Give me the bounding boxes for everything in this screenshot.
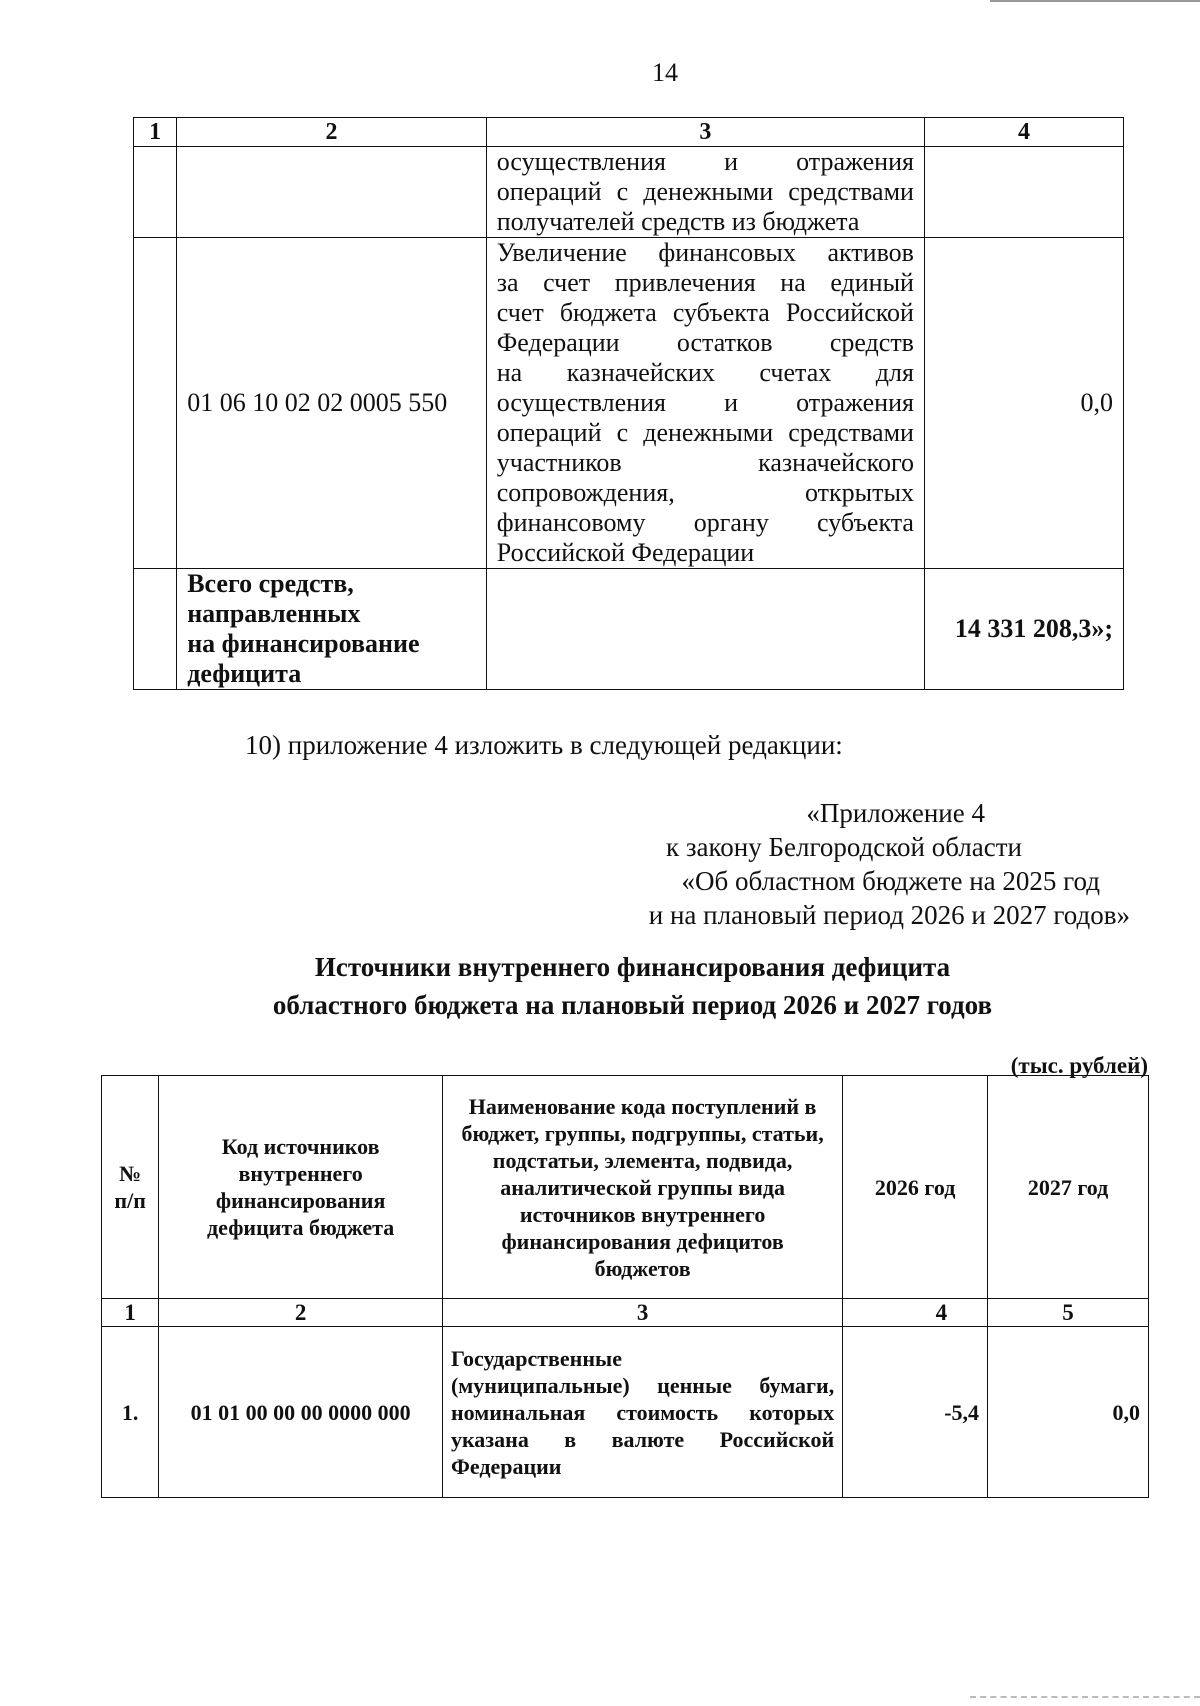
row-number-cell — [134, 147, 177, 238]
name-line: операций с денежными средствами — [496, 418, 914, 447]
name-line: Увеличение финансовых активов — [496, 238, 914, 267]
scan-edge-line-bottom — [970, 1696, 1200, 1698]
header-cell-3: 3 — [486, 118, 924, 147]
name-line: Федерации остатков средств — [496, 328, 914, 357]
total-label-line: Всего средств, — [187, 569, 354, 598]
header-num: № п/п — [102, 1076, 159, 1299]
row-number-cell — [134, 569, 177, 690]
title-line: Источники внутреннего финансирования дефицита — [314, 952, 951, 982]
column-number: 3 — [442, 1299, 842, 1327]
scan-edge-line-top — [990, 0, 1200, 2]
code-cell: 01 06 10 02 02 0005 550 — [177, 238, 487, 569]
table-row — [102, 1327, 1149, 1498]
name-line: осуществления и отражения — [496, 147, 914, 176]
name-cell — [442, 1327, 842, 1498]
code-cell — [177, 147, 487, 238]
total-label-line: дефицита — [187, 659, 302, 688]
name-line: номинальная стоимость которых — [450, 1399, 835, 1425]
column-number: 2 — [159, 1299, 443, 1327]
appendix-line: и на плановый период 2026 и 2027 годов» — [648, 900, 1130, 930]
name-line: Российской Федерации — [496, 538, 755, 567]
table-header-row — [134, 118, 1124, 147]
name-line: участников казначейского — [496, 448, 914, 477]
header-name: Наименование кода поступлений в бюджет, группы, подгруппы, статьи, подстатьи, элемента, подвида, аналитической группы вида источников внутреннего финансирования дефицитов бюджетов — [442, 1076, 842, 1299]
total-value-cell: 14 331 208,3»; — [924, 569, 1123, 690]
total-label-line: направленных — [187, 599, 361, 628]
total-label-cell — [177, 569, 487, 690]
name-line: (муниципальные) ценные бумаги, — [450, 1372, 835, 1398]
name-cell — [486, 147, 924, 238]
name-line: сопровождения, открытых — [496, 478, 914, 507]
header-2026: 2026 год — [843, 1076, 988, 1299]
name-line: Федерации — [450, 1453, 562, 1479]
value-2026-cell: -5,4 — [843, 1327, 988, 1498]
name-cell — [486, 569, 924, 690]
name-line: на казначейских счетах для — [496, 358, 914, 387]
value-cell: 0,0 — [924, 238, 1123, 569]
amendment-paragraph: 10) приложение 4 изложить в следующей редакции: — [245, 730, 843, 760]
table-header-row — [102, 1076, 1149, 1299]
sources-table-continued — [133, 117, 1124, 690]
title-line: областного бюджета на плановый период 2026 и 2027 годов — [272, 990, 993, 1020]
row-number-cell — [134, 238, 177, 569]
header-2027: 2027 год — [988, 1076, 1149, 1299]
document-title — [0, 948, 1200, 1024]
appendix-heading — [649, 796, 1130, 932]
name-cell — [486, 238, 924, 569]
column-number: 1 — [102, 1299, 159, 1327]
table-row — [134, 147, 1124, 238]
appendix-line: к закону Белгородской области — [666, 832, 1022, 862]
header-cell-4: 4 — [924, 118, 1123, 147]
table-row — [134, 238, 1124, 569]
header-code: Код источников внутреннего финансирования дефицита бюджета — [159, 1076, 443, 1299]
sources-table-2026-2027 — [101, 1075, 1149, 1498]
name-line: осуществления и отражения — [496, 388, 914, 417]
appendix-line: «Об областном бюджете на 2025 год — [681, 866, 1100, 896]
column-number-row — [102, 1299, 1149, 1327]
appendix-line: «Приложение 4 — [806, 798, 985, 828]
row-number-cell: 1. — [102, 1327, 159, 1498]
value-cell — [924, 147, 1123, 238]
total-label-line: на финансирование — [187, 629, 420, 658]
name-line: Государственные — [450, 1345, 622, 1371]
name-line: указана в валюте Российской — [450, 1426, 835, 1452]
name-line: операций с денежными средствами — [496, 177, 914, 206]
units-label: (тыс. рублей) — [1010, 1053, 1148, 1078]
column-number: 4 — [843, 1299, 988, 1327]
code-cell: 01 01 00 00 00 0000 000 — [159, 1327, 443, 1498]
page-number: 14 — [652, 58, 678, 87]
header-cell-1: 1 — [134, 118, 177, 147]
name-line: финансовому органу субъекта — [496, 508, 914, 537]
name-line: счет бюджета субъекта Российской — [496, 298, 914, 327]
name-line: получателей средств из бюджета — [496, 207, 860, 236]
total-row — [134, 569, 1124, 690]
header-cell-2: 2 — [177, 118, 487, 147]
column-number: 5 — [988, 1299, 1149, 1327]
value-2027-cell: 0,0 — [988, 1327, 1149, 1498]
name-line: за счет привлечения на единый — [496, 268, 914, 297]
